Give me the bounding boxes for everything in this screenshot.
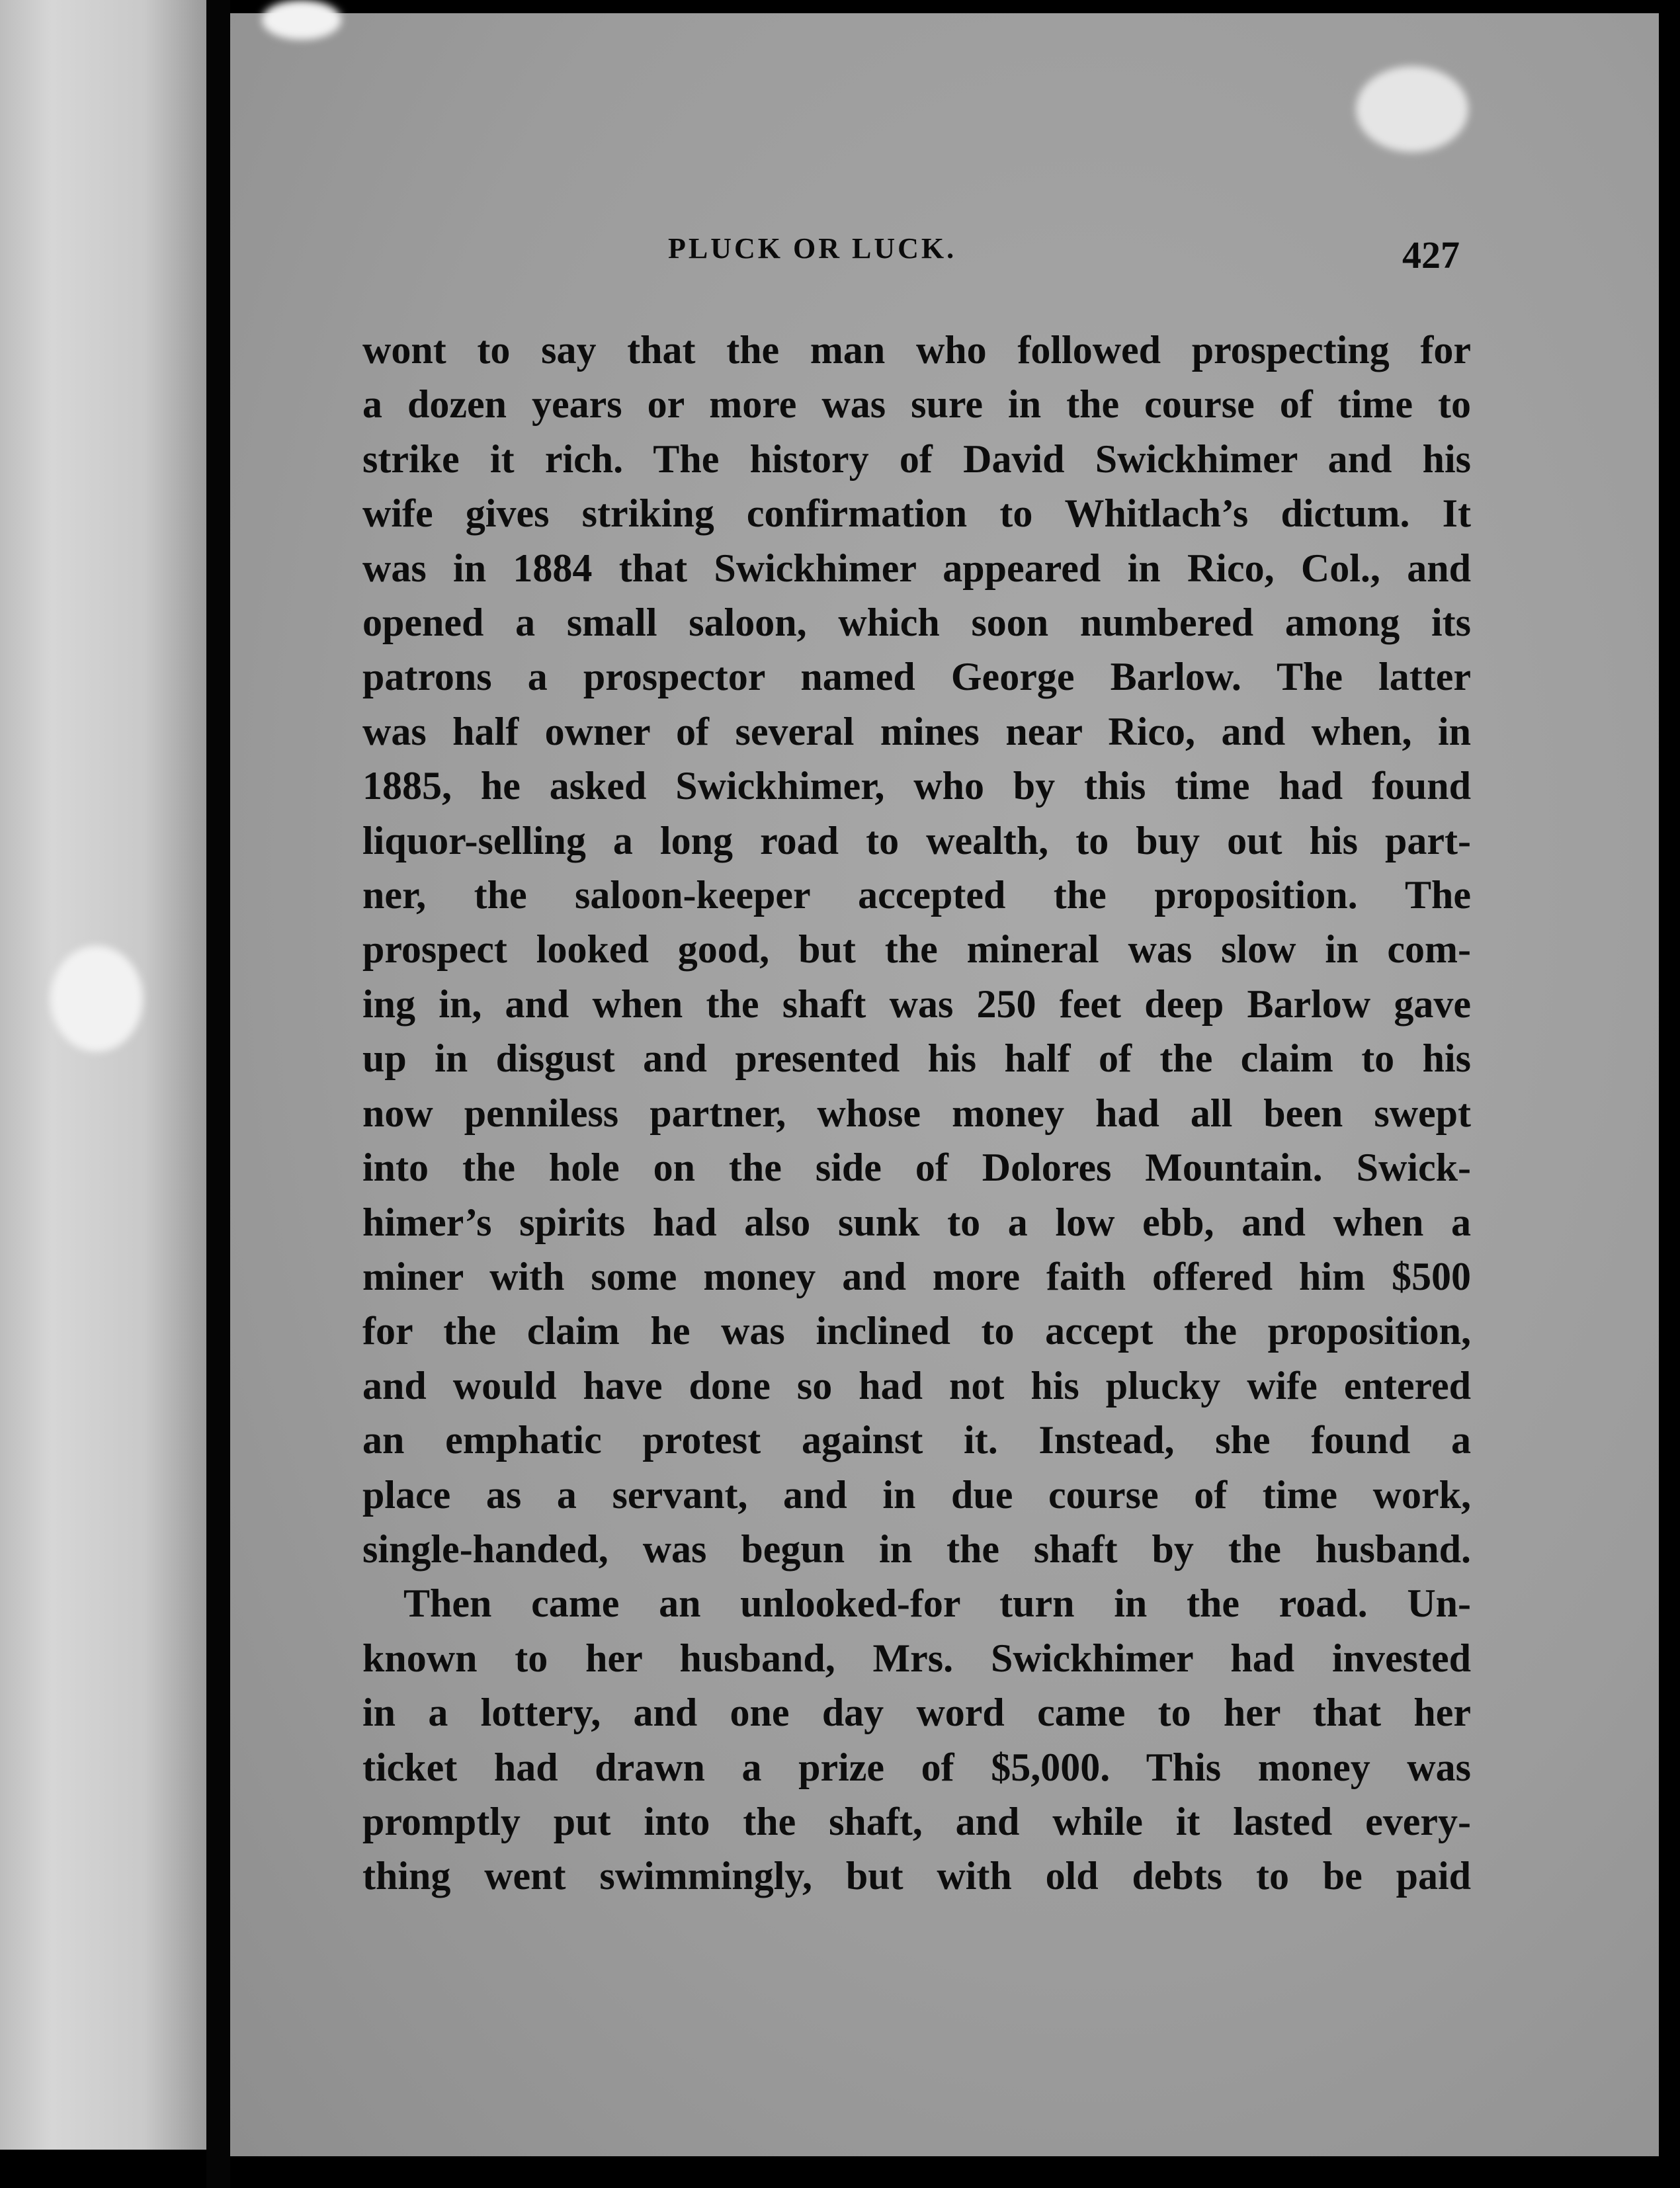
text-line: wife gives striking confirmation to Whitlach’s dictum. It: [362, 491, 1471, 536]
text-line: and would have done so had not his plucky wife entered: [362, 1363, 1471, 1408]
text-line: patrons a prospector named George Barlow. The latter: [362, 655, 1471, 699]
text-line: ner, the saloon-keeper accepted the proposition. The: [362, 873, 1471, 917]
text-line: place as a servant, and in due course of time work,: [362, 1472, 1471, 1517]
text-line: ticket had drawn a prize of $5,000. This money was: [362, 1745, 1471, 1789]
text-line: in a lottery, and one day word came to her that her: [362, 1691, 1471, 1735]
text-line: thing went swimmingly, but with old debts to be paid: [362, 1854, 1471, 1898]
text-line: wont to say that the man who followed prospecting for: [362, 328, 1471, 372]
text-line: ing in, and when the shaft was 250 feet deep Barlow gave: [362, 982, 1471, 1026]
text-line: now penniless partner, whose money had all been swept: [362, 1091, 1471, 1135]
text-line: strike it rich. The history of David Swickhimer and his: [362, 437, 1471, 481]
scan-blemish: [262, 0, 341, 40]
running-head: PLUCK OR LUCK.: [668, 232, 957, 265]
text-line: an emphatic protest against it. Instead, she found a: [362, 1418, 1471, 1462]
text-line: miner with some money and more faith offered him $500: [362, 1254, 1471, 1298]
text-line: for the claim he was inclined to accept the proposition,: [362, 1309, 1471, 1353]
text-line: promptly put into the shaft, and while it lasted every-: [362, 1799, 1471, 1843]
text-line: known to her husband, Mrs. Swickhimer had invested: [362, 1636, 1471, 1680]
text-line: was in 1884 that Swickhimer appeared in Rico, Col., and: [362, 546, 1471, 590]
text-line: opened a small saloon, which soon numbered among its: [362, 601, 1471, 645]
text-line: Then came an unlooked-for turn in the road. Un-: [403, 1581, 1471, 1626]
text-line: into the hole on the side of Dolores Mountain. Swick-: [362, 1146, 1471, 1190]
page-number: 427: [1402, 233, 1460, 276]
text-line: prospect looked good, but the mineral was slow in com-: [362, 927, 1471, 972]
text-line: a dozen years or more was sure in the course of time to: [362, 382, 1471, 427]
text-line: up in disgust and presented his half of the claim to his: [362, 1036, 1471, 1081]
text-line: 1885, he asked Swickhimer, who by this time had found: [362, 764, 1471, 808]
text-line: himer’s spirits had also sunk to a low ebb, and when a: [362, 1200, 1471, 1244]
scan-blemish: [50, 946, 143, 1052]
gutter-shadow: [206, 0, 230, 2188]
scan-blemish: [1356, 66, 1468, 152]
text-line: single-handed, was begun in the shaft by the husband.: [362, 1527, 1471, 1571]
body-text: [362, 323, 1471, 1904]
facing-page-edge: [0, 0, 206, 2150]
text-line: was half owner of several mines near Rico, and when, in: [362, 709, 1471, 753]
text-line: liquor-selling a long road to wealth, to buy out his part-: [362, 818, 1471, 863]
